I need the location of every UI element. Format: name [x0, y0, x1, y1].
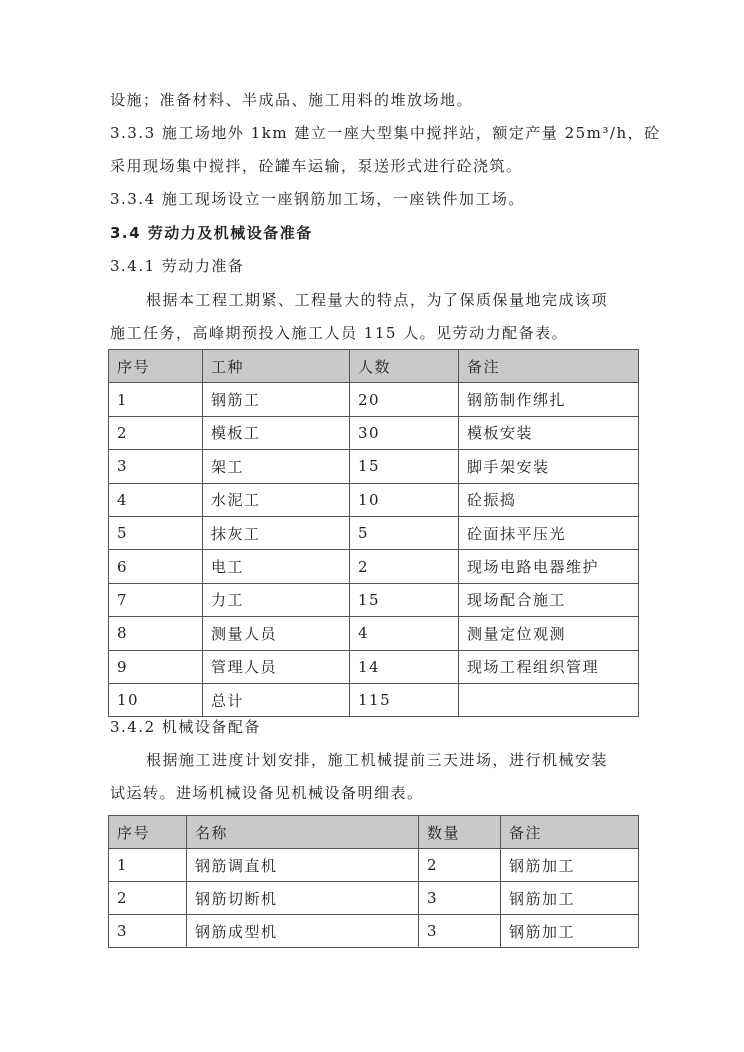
paragraph-line: 采用现场集中搅拌，砼罐车运输，泵送形式进行砼浇筑。 — [110, 157, 523, 175]
table-cell: 测量定位观测 — [459, 617, 639, 650]
table-cell: 1 — [109, 849, 187, 882]
table-row — [109, 617, 639, 650]
table-cell: 15 — [350, 583, 459, 616]
table-cell: 5 — [109, 516, 203, 549]
table-row — [109, 583, 639, 616]
table-cell: 1 — [109, 383, 203, 416]
table-cell: 5 — [350, 516, 459, 549]
table-cell: 钢筋加工 — [501, 849, 639, 882]
table-cell: 2 — [350, 550, 459, 583]
table-cell: 2 — [109, 882, 187, 915]
table-header-cell: 工种 — [203, 350, 350, 383]
table-cell: 10 — [109, 683, 203, 716]
table-row — [109, 416, 639, 449]
table-header-cell: 备注 — [459, 350, 639, 383]
table-cell: 钢筋工 — [203, 383, 350, 416]
table-cell: 4 — [109, 483, 203, 516]
table-cell: 钢筋切断机 — [187, 882, 419, 915]
table-row — [109, 915, 639, 948]
table-cell: 7 — [109, 583, 203, 616]
table-cell: 脚手架安装 — [459, 450, 639, 483]
table-cell: 钢筋加工 — [501, 882, 639, 915]
table-cell: 15 — [350, 450, 459, 483]
table-cell: 钢筋调直机 — [187, 849, 419, 882]
table-row — [109, 383, 639, 416]
table-cell: 钢筋加工 — [501, 915, 639, 948]
table-cell: 架工 — [203, 450, 350, 483]
paragraph-line: 设施；准备材料、半成品、施工用料的堆放场地。 — [110, 91, 474, 109]
table-row — [109, 882, 639, 915]
table-row — [109, 516, 639, 549]
table-cell: 20 — [350, 383, 459, 416]
table-cell: 砼面抹平压光 — [459, 516, 639, 549]
table-header-cell: 数量 — [419, 816, 501, 849]
paragraph-line: 根据本工程工期紧、工程量大的特点，为了保质保量地完成该项 — [146, 291, 609, 309]
table-cell: 2 — [109, 416, 203, 449]
table-header-cell: 名称 — [187, 816, 419, 849]
table-cell: 3 — [109, 915, 187, 948]
table-cell: 9 — [109, 650, 203, 683]
equipment-table — [108, 815, 639, 948]
table-cell: 力工 — [203, 583, 350, 616]
table-cell: 现场工程组织管理 — [459, 650, 639, 683]
table-row — [109, 650, 639, 683]
table-cell: 水泥工 — [203, 483, 350, 516]
table-header-row — [109, 350, 639, 383]
paragraph-line: 3.3.4 施工现场设立一座钢筋加工场，一座铁件加工场。 — [110, 190, 525, 208]
table-row — [109, 450, 639, 483]
table-cell: 现场电路电器维护 — [459, 550, 639, 583]
table-row — [109, 483, 639, 516]
table-cell: 钢筋成型机 — [187, 915, 419, 948]
paragraph-line: 根据施工进度计划安排，施工机械提前三天进场，进行机械安装 — [146, 751, 609, 769]
table-cell: 8 — [109, 617, 203, 650]
table-cell: 钢筋制作绑扎 — [459, 383, 639, 416]
table-cell: 14 — [350, 650, 459, 683]
subsection-heading: 3.4.1 劳动力准备 — [110, 257, 245, 275]
paragraph-line: 试运转。进场机械设备见机械设备明细表。 — [110, 784, 424, 802]
table-cell: 4 — [350, 617, 459, 650]
table-cell: 总计 — [203, 683, 350, 716]
table-cell: 测量人员 — [203, 617, 350, 650]
table-header-row — [109, 816, 639, 849]
table-cell: 现场配合施工 — [459, 583, 639, 616]
table-header-cell: 序号 — [109, 350, 203, 383]
table-cell: 10 — [350, 483, 459, 516]
paragraph-line: 施工任务，高峰期预投入施工人员 115 人。见劳动力配备表。 — [110, 324, 569, 342]
table-cell — [459, 683, 639, 716]
table-cell: 3 — [419, 915, 501, 948]
table-row — [109, 683, 639, 716]
table-cell: 模板安装 — [459, 416, 639, 449]
section-heading: 3.4 劳动力及机械设备准备 — [110, 224, 313, 242]
table-header-cell: 备注 — [501, 816, 639, 849]
table-cell: 6 — [109, 550, 203, 583]
paragraph-line: 3.3.3 施工场地外 1km 建立一座大型集中搅拌站，额定产量 25m³/h，砼 — [110, 124, 661, 142]
table-cell: 3 — [109, 450, 203, 483]
table-row — [109, 550, 639, 583]
subsection-heading: 3.4.2 机械设备配备 — [110, 718, 261, 736]
table-cell: 模板工 — [203, 416, 350, 449]
table-header-cell: 人数 — [350, 350, 459, 383]
labor-table — [108, 349, 639, 717]
table-cell: 115 — [350, 683, 459, 716]
table-cell: 2 — [419, 849, 501, 882]
table-cell: 砼振捣 — [459, 483, 639, 516]
table-cell: 电工 — [203, 550, 350, 583]
table-row — [109, 849, 639, 882]
table-cell: 管理人员 — [203, 650, 350, 683]
table-header-cell: 序号 — [109, 816, 187, 849]
table-cell: 抹灰工 — [203, 516, 350, 549]
table-cell: 30 — [350, 416, 459, 449]
table-cell: 3 — [419, 882, 501, 915]
